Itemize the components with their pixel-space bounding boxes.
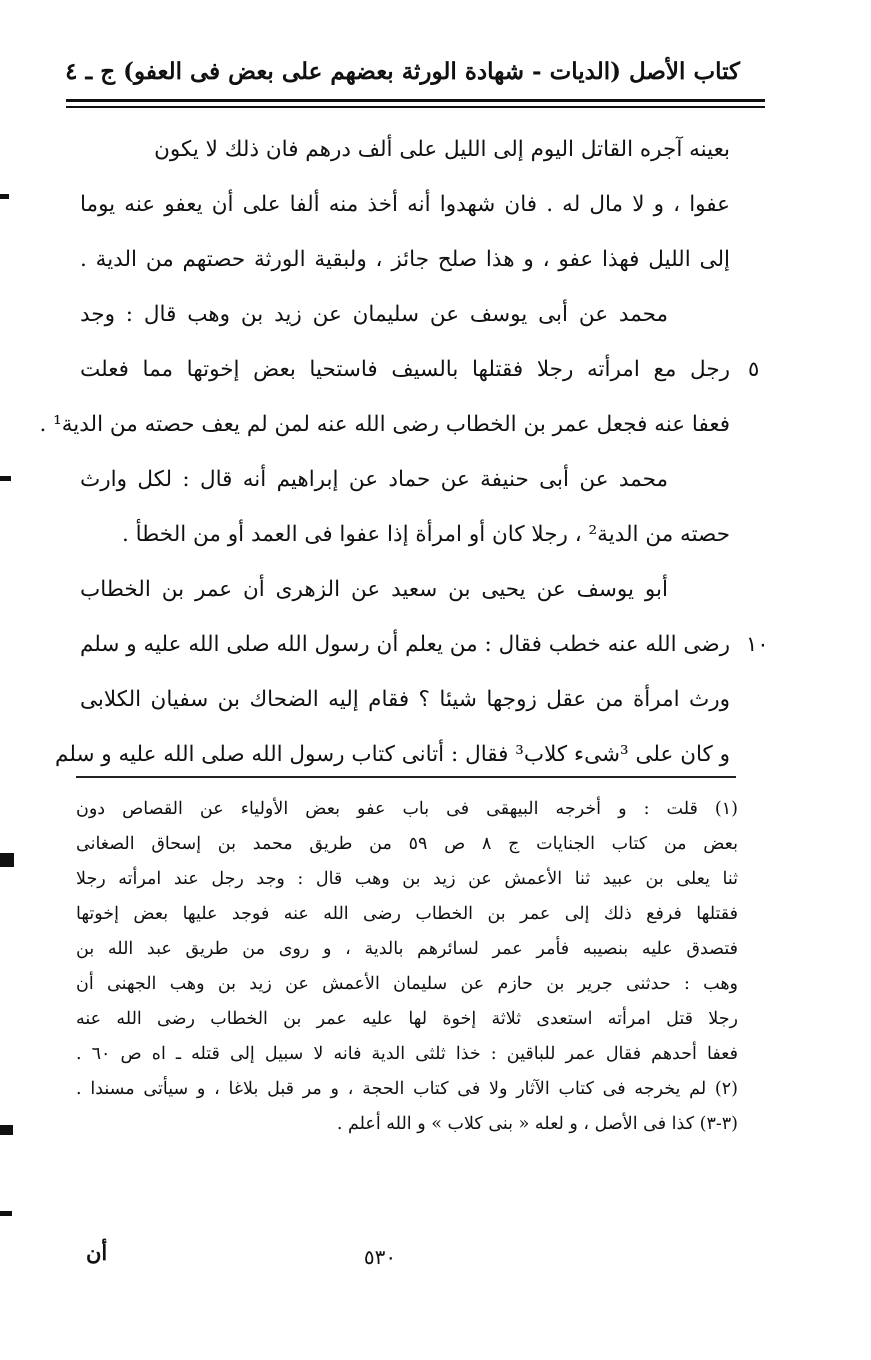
margin-mark [0,1211,12,1216]
text-line: حصته من الدية² ، رجلا كان أو امرأة إذا عفوا فى العمد أو من الخطأ . [121,522,730,547]
text-line: رضى الله عنه خطب فقال : من يعلم أن رسول الله صلى الله عليه و سلم [80,632,730,657]
footnote-line: رجلا قتل امرأته استعدى ثلاثة إخوة لها عليه عمر بن الخطاب رضى الله عنه [76,1009,738,1029]
text-line: عفوا ، و لا مال له . فان شهدوا أنه أخذ منه ألفا على أن يعفو عنه يوما [80,192,730,217]
text-line: محمد عن أبى يوسف عن سليمان عن زيد بن وهب قال : وجد [80,302,668,327]
text-line: و كان على ³شىء كلاب³ فقال : أتانى كتاب رسول الله صلى الله عليه و سلم [55,742,730,767]
text-line: إلى الليل فهذا عفو ، و هذا صلح جائز ، ولبقية الورثة حصتهم من الدية . [80,247,730,272]
margin-mark [0,853,14,867]
footnote-line: (١) قلت : و أخرجه البيهقى فى باب عفو بعض الأولياء عن القصاص دون [76,799,738,819]
header-rule-thin [66,106,765,108]
footnote-line: وهب : حدثنى جرير بن حازم عن سليمان الأعمش عن زيد بن وهب الجهنى أن [76,974,738,994]
text-line: محمد عن أبى حنيفة عن حماد عن إبراهيم أنه قال : لكل وارث [80,467,668,492]
margin-mark [0,194,9,199]
footnote-rule [76,776,736,778]
text-line: أبو يوسف عن يحيى بن سعيد عن الزهرى أن عمر بن الخطاب [80,577,668,602]
running-head: كتاب الأصل (الديات - شهادة الورثة بعضهم على بعض فى العفو) ج ـ ٤ [65,58,740,85]
footnote-line: ثنا يعلى بن عبيد ثنا الأعمش عن زيد بن وهب قال : وجد رجل عند امرأته رجلا [76,869,738,889]
page-number: ٥٣٠ [363,1245,397,1269]
footnote-line: (٣-٣) كذا فى الأصل ، و لعله « بنى كلاب » و الله أعلم . [336,1114,738,1134]
catchword: أن [86,1240,108,1265]
line-number-5: ٥ [748,357,760,381]
text-line: بعينه آجره القاتل اليوم إلى الليل على ألف درهم فان ذلك لا يكون [154,137,730,162]
footnote-line: فعفا أحدهم فقال عمر للباقين : خذا ثلثى الدية فانه لا سبيل إلى قتله ـ اه ص ٦٠ . [76,1044,738,1064]
footnotes [76,792,738,1142]
text-line: ورث امرأة من عقل زوجها شيئا ؟ فقام إليه الضحاك بن سفيان الكلابى [80,687,730,712]
margin-mark [0,1125,13,1135]
footnote-line: فقتلها فرفع ذلك إلى عمر بن الخطاب رضى الله عنه فوجد عليها بعض إخوتها [76,904,738,924]
line-number-10: ١٠ [746,632,769,656]
footnote-line: بعض من كتاب الجنايات ج ٨ ص ٥٩ من طريق محمد بن إسحاق الصغانى [76,834,738,854]
text-line: فعفا عنه فجعل عمر بن الخطاب رضى الله عنه لمن لم يعف حصته من الدية¹ . [39,412,730,437]
margin-mark [0,476,11,481]
header-rule-thick [66,99,765,102]
footnote-line: (٢) لم يخرجه فى كتاب الآثار ولا فى كتاب الحجة ، و مر قبل بلاغا ، و سيأتى مسندا . [76,1079,738,1099]
footnote-line: فتصدق عليه بنصيبه فأمر عمر لسائرهم بالدية ، و روى من طريق عبد الله بن [76,939,738,959]
text-line: رجل مع امرأته رجلا فقتلها بالسيف فاستحيا بعض إخوتها مما فعلت [80,357,730,382]
main-text [39,122,730,782]
